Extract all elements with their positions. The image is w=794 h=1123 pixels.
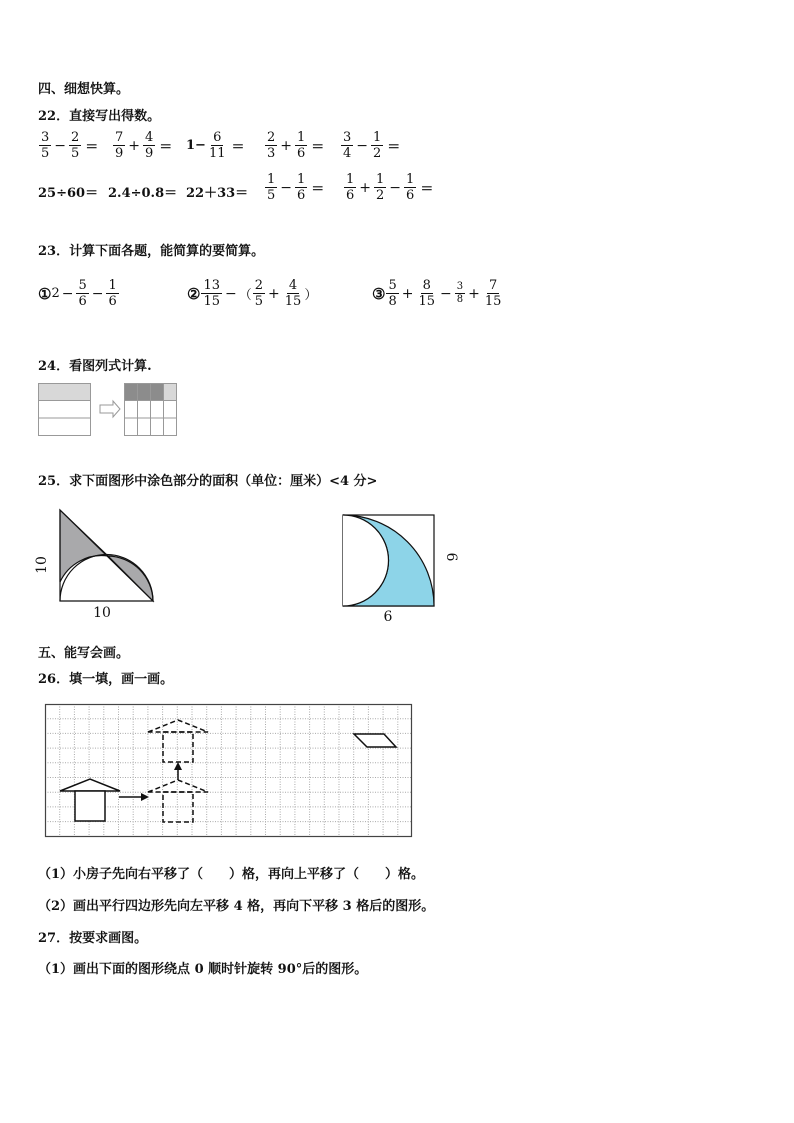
side-label: 6	[443, 552, 459, 562]
q22-r2-e1: 25÷60＝	[38, 186, 99, 201]
q22-r1-e1: 3 5 − $\frac{2}{5}$ ＝	[41, 130, 99, 161]
q26-grid-figure	[45, 704, 413, 838]
fraction: $\frac{5}{6}$	[78, 278, 87, 309]
right-rectangle	[125, 384, 177, 436]
fraction: 3 5	[41, 130, 50, 161]
house-translated-up	[148, 720, 208, 762]
q22-r1-e3: 1− $\frac{6}{11}$ ＝	[186, 130, 245, 161]
fraction: 5 8	[388, 278, 397, 309]
fraction: 1 5	[267, 172, 276, 203]
q25-figure-square-arcs	[335, 505, 459, 625]
q22-r2-e2: 2.4÷0.8＝	[108, 186, 178, 201]
fraction: $\frac{8}{15}$	[418, 278, 436, 309]
fraction: 3 4	[343, 130, 352, 161]
fraction: 1 6	[346, 172, 355, 203]
q22-r1-e4: 2 3 + $\frac{1}{6}$ ＝	[267, 130, 325, 161]
q24-title: 24．看图列式计算.	[38, 359, 152, 374]
side-label: 10	[34, 556, 50, 574]
fraction: 13 15	[203, 278, 220, 309]
base-label: 6	[383, 609, 393, 625]
fraction: $\frac{3}{8}$	[456, 281, 464, 305]
base-label: 10	[93, 605, 111, 621]
fraction: 7 9	[115, 130, 124, 161]
q22-title: 22．直接写出得数。	[38, 109, 161, 124]
fraction: 2 3	[267, 130, 276, 161]
fraction: $\frac{1}{6}$	[297, 172, 306, 203]
q23-title: 23．计算下面各题，能简算的要简算。	[38, 244, 265, 259]
q22-r2-e4: 1 5 − $\frac{1}{6}$ ＝	[267, 172, 325, 203]
fraction: $\frac{4}{9}$	[145, 130, 154, 161]
arrow-icon	[100, 401, 120, 417]
shaded-region-top	[60, 510, 108, 582]
arrow-right-icon	[119, 793, 149, 801]
q24-figure	[38, 383, 178, 437]
q22-r1-e5: 3 4 − $\frac{1}{2}$ ＝	[343, 130, 401, 161]
q23-problem-1: ① 2 − $\frac{5}{6}$ − $\frac{1}{6}$	[38, 278, 117, 309]
parallelogram	[354, 734, 396, 747]
house-original	[60, 779, 120, 821]
fraction: $\frac{1}{6}$	[297, 130, 306, 161]
q27-title: 27．按要求画图。	[38, 931, 148, 946]
q23-problem-3: ③ 5 8 + $\frac{8}{15}$ − $\frac{3}{8}$ + $\frac{7}{15}$	[372, 278, 502, 309]
fraction: $\frac{7}{15}$	[484, 278, 502, 309]
q22-r1-e2: 7 9 + $\frac{4}{9}$ ＝	[115, 130, 173, 161]
q22-r2-e5: 1 6 + $\frac{1}{2}$ − $\frac{1}{6}$ ＝	[346, 172, 434, 203]
section-4-title: 四、细想快算。	[38, 82, 130, 97]
q22-r2-e3: 22＋33＝	[186, 186, 249, 201]
left-rectangle	[39, 384, 91, 436]
q26-title: 26．填一填，画一画。	[38, 672, 174, 687]
q23-problem-2: ② 13 15 − （ 2 5 + $\frac{4}{15}$ ）	[187, 278, 318, 309]
section-5-title: 五、能写会画。	[38, 646, 130, 661]
fraction: $\frac{1}{6}$	[108, 278, 117, 309]
fraction: $\frac{2}{5}$	[71, 130, 80, 161]
q26-sub-1: （1）小房子先向右平移了（ ）格，再向上平移了（ ）格。	[38, 867, 425, 882]
q25-figure-triangle-semicircle	[32, 505, 162, 620]
house-translated-right	[148, 780, 208, 822]
fraction: $\frac{4}{15}$	[284, 278, 302, 309]
q26-sub-2: （2）画出平行四边形先向左平移 4 格，再向下平移 3 格后的图形。	[38, 899, 435, 914]
fraction: 2 5	[254, 278, 264, 309]
fraction: $\frac{1}{2}$	[376, 172, 385, 203]
q27-sub-1: （1）画出下面的图形绕点 0 顺时针旋转 90°后的图形。	[38, 962, 368, 977]
fraction: $\frac{6}{11}$	[208, 130, 226, 161]
q25-title: 25．求下面图形中涂色部分的面积（单位：厘米）<4 分>	[38, 474, 378, 489]
fraction: $\frac{1}{2}$	[373, 130, 382, 161]
fraction: $\frac{1}{6}$	[406, 172, 415, 203]
